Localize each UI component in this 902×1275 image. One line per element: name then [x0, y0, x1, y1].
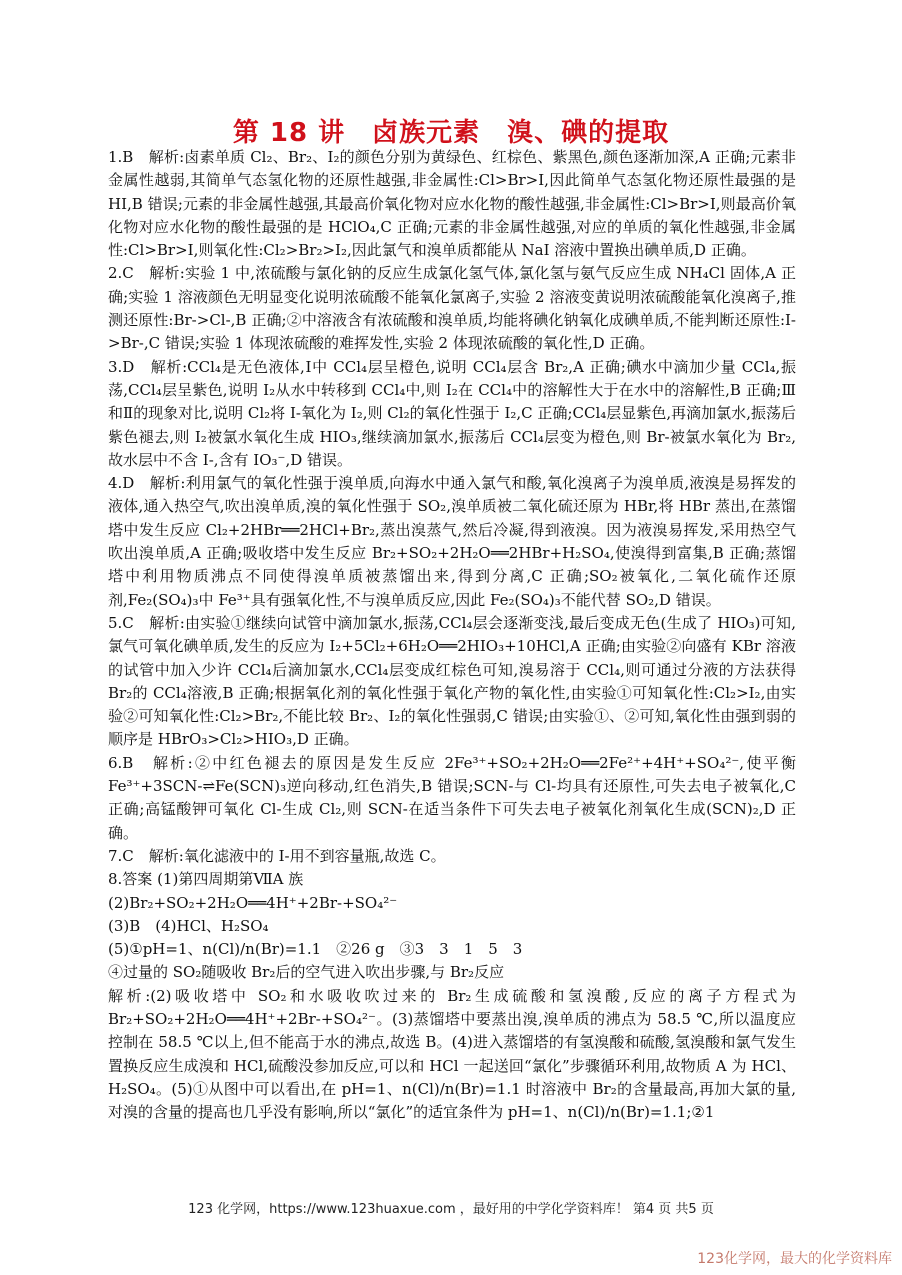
answer-2: 2.C 解析:实验 1 中,浓硫酸与氯化钠的反应生成氯化氢气体,氯化氢与氨气反应生成 NH₄Cl 固体,A 正确;实验 1 溶液颜色无明显变化说明浓硫酸不能氧化氯离子,实验 2 溶液变黄说明浓硫酸能氧化溴离子,推测还原性:Br->Cl-,B 正确;②中溶液含有浓硫酸和溴单质,均能将碘化钠氧化成碘单质,不能判断还原性:I->Br-,C 错误;实验 1 体现浓硫酸的难挥发性,实验 2 体现浓硫酸的氧化性,D 正确。: [108, 264, 796, 353]
page-footer: 123 化学网，https://www.123huaxue.com ，最好用的中学化学资料库！ 第4 页 共5 页: [188, 1202, 714, 1217]
answer-8-part-5-4: ④过量的 SO₂随吸收 Br₂后的空气进入吹出步骤,与 Br₂反应: [108, 963, 505, 982]
answer-1: 1.B 解析:卤素单质 Cl₂、Br₂、I₂的颜色分别为黄绿色、红棕色、紫黑色,颜色逐渐加深,A 正确;元素非金属性越弱,其简单气态氢化物的还原性越强,非金属性:Cl>Br>I,因此简单气态氢化物还原性最强的是 HI,B 错误;元素的非金属性越强,其最高价氧化物对应水化物的酸性越强,非金属性:Cl>Br>I,则最高价氧化物对应水化物的酸性最强的是 HClO₄,C 正确;元素的非金属性越强,对应的单质的氧化性越强,非金属性:Cl>Br>I,则氧化性:Cl₂>Br₂>I₂,因此氯气和溴单质都能从 NaI 溶液中置换出碘单质,D 正确。: [108, 148, 796, 260]
answer-4: 4.D 解析:利用氯气的氧化性强于溴单质,向海水中通入氯气和酸,氧化溴离子为溴单质,液溴是易挥发的液体,通入热空气,吹出溴单质,溴的氧化性强于 SO₂,溴单质被二氧化硫还原为 HBr,将 HBr 蒸出,在蒸馏塔中发生反应 Cl₂+2HBr══2HCl+Br₂,蒸出溴蒸气,然后冷凝,得到液溴。因为液溴易挥发,采用热空气吹出溴单质,A 正确;吸收塔中发生反应 Br₂+SO₂+2H₂O══2HBr+H₂SO₄,使溴得到富集,B 正确;蒸馏塔中利用物质沸点不同使得溴单质被蒸馏出来,得到分离,C 正确;SO₂被氧化,二氧化硫作还原剂,Fe₂(SO₄)₃中 Fe³⁺具有强氧化性,不与溴单质反应,因此 Fe₂(SO₄)₃不能代替 SO₂,D 错误。: [108, 474, 796, 609]
answer-8-part-5: (5)①pH=1、n(Cl)/n(Br)=1.1 ②26 g ③3 3 1 5 3: [108, 940, 523, 959]
answer-7: 7.C 解析:氧化滤液中的 I-用不到容量瓶,故选 C。: [108, 846, 446, 865]
answer-3: 3.D 解析:CCl₄是无色液体,Ⅰ中 CCl₄层呈橙色,说明 CCl₄层含 Br₂,A 正确;碘水中滴加少量 CCl₄,振荡,CCl₄层呈紫色,说明 I₂从水中转移到 CCl₄中,则 I₂在 CCl₄中的溶解性大于在水中的溶解性,B 正确;Ⅲ和Ⅱ的现象对比,说明 Cl₂将 I-氧化为 I₂,则 Cl₂的氧化性强于 I₂,C 正确;CCl₄层显紫色,再滴加氯水,振荡后紫色褪去,则 I₂被氯水氧化生成 HIO₃,继续滴加氯水,振荡后 CCl₄层变为橙色,则 Br-被氯水氧化为 Br₂,故水层中不含 I-,含有 IO₃⁻,D 错误。: [108, 357, 796, 469]
answer-8-explanation: 解析:(2)吸收塔中 SO₂和水吸收吹过来的 Br₂生成硫酸和氢溴酸,反应的离子方程式为 Br₂+SO₂+2H₂O══4H⁺+2Br-+SO₄²⁻。(3)蒸馏塔中要蒸出溴,溴单质的沸点为 58.5 ℃,所以温度应控制在 58.5 ℃以上,但不能高于水的沸点,故选 B。(4)进入蒸馏塔的有氢溴酸和硫酸,氢溴酸和氯气发生置换反应生成溴和 HCl,硫酸没参加反应,可以和 HCl 一起送回“氯化”步骤循环利用,故物质 A 为 HCl、H₂SO₄。(5)①从图中可以看出,在 pH=1、n(Cl)/n(Br)=1.1 时溶液中 Br₂的含量最高,再加大氯的量,对溴的含量的提高也几乎没有影响,所以“氯化”的适宜条件为 pH=1、n(Cl)/n(Br)=1.1;②1: [108, 986, 796, 1122]
watermark: 123化学网，最大的化学资料库: [697, 1251, 892, 1267]
answer-8-part-2: (2)Br₂+SO₂+2H₂O══4H⁺+2Br-+SO₄²⁻: [108, 893, 398, 912]
answer-text: [108, 146, 796, 1124]
answer-6: 6.B 解析:②中红色褪去的原因是发生反应 2Fe³⁺+SO₂+2H₂O══2Fe²⁺+4H⁺+SO₄²⁻,使平衡 Fe³⁺+3SCN-⇌Fe(SCN)₃逆向移动,红色消失,B 错误;SCN-与 Cl-均具有还原性,可失去电子被氧化,C 正确;高锰酸钾可氧化 Cl-生成 Cl₂,则 SCN-在适当条件下可失去电子被氧化剂氧化生成(SCN)₂,D 正确。: [108, 753, 796, 842]
page-title: 第 18 讲 卤族元素 溴、碘的提取: [232, 118, 670, 148]
answer-8-part-1: 8.答案 (1)第四周期第ⅦA 族: [108, 870, 304, 889]
answer-5: 5.C 解析:由实验①继续向试管中滴加氯水,振荡,CCl₄层会逐渐变浅,最后变成无色(生成了 HIO₃)可知,氯气可氧化碘单质,发生的反应为 I₂+5Cl₂+6H₂O══2HIO₃+10HCl,A 正确;由实验②向盛有 KBr 溶液的试管中加入少许 CCl₄后滴加氯水,CCl₄层变成红棕色可知,溴易溶于 CCl₄,则可通过分液的方法获得 Br₂的 CCl₄溶液,B 正确;根据氧化剂的氧化性强于氧化产物的氧化性,由实验①可知氧化性:Cl₂>I₂,由实验②可知氧化性:Cl₂>Br₂,不能比较 Br₂、I₂的氧化性强弱,C 错误;由实验①、②可知,氧化性由强到弱的顺序是 HBrO₃>Cl₂>HIO₃,D 正确。: [108, 613, 796, 749]
answer-8-part-3-4: (3)B (4)HCl、H₂SO₄: [108, 916, 269, 935]
